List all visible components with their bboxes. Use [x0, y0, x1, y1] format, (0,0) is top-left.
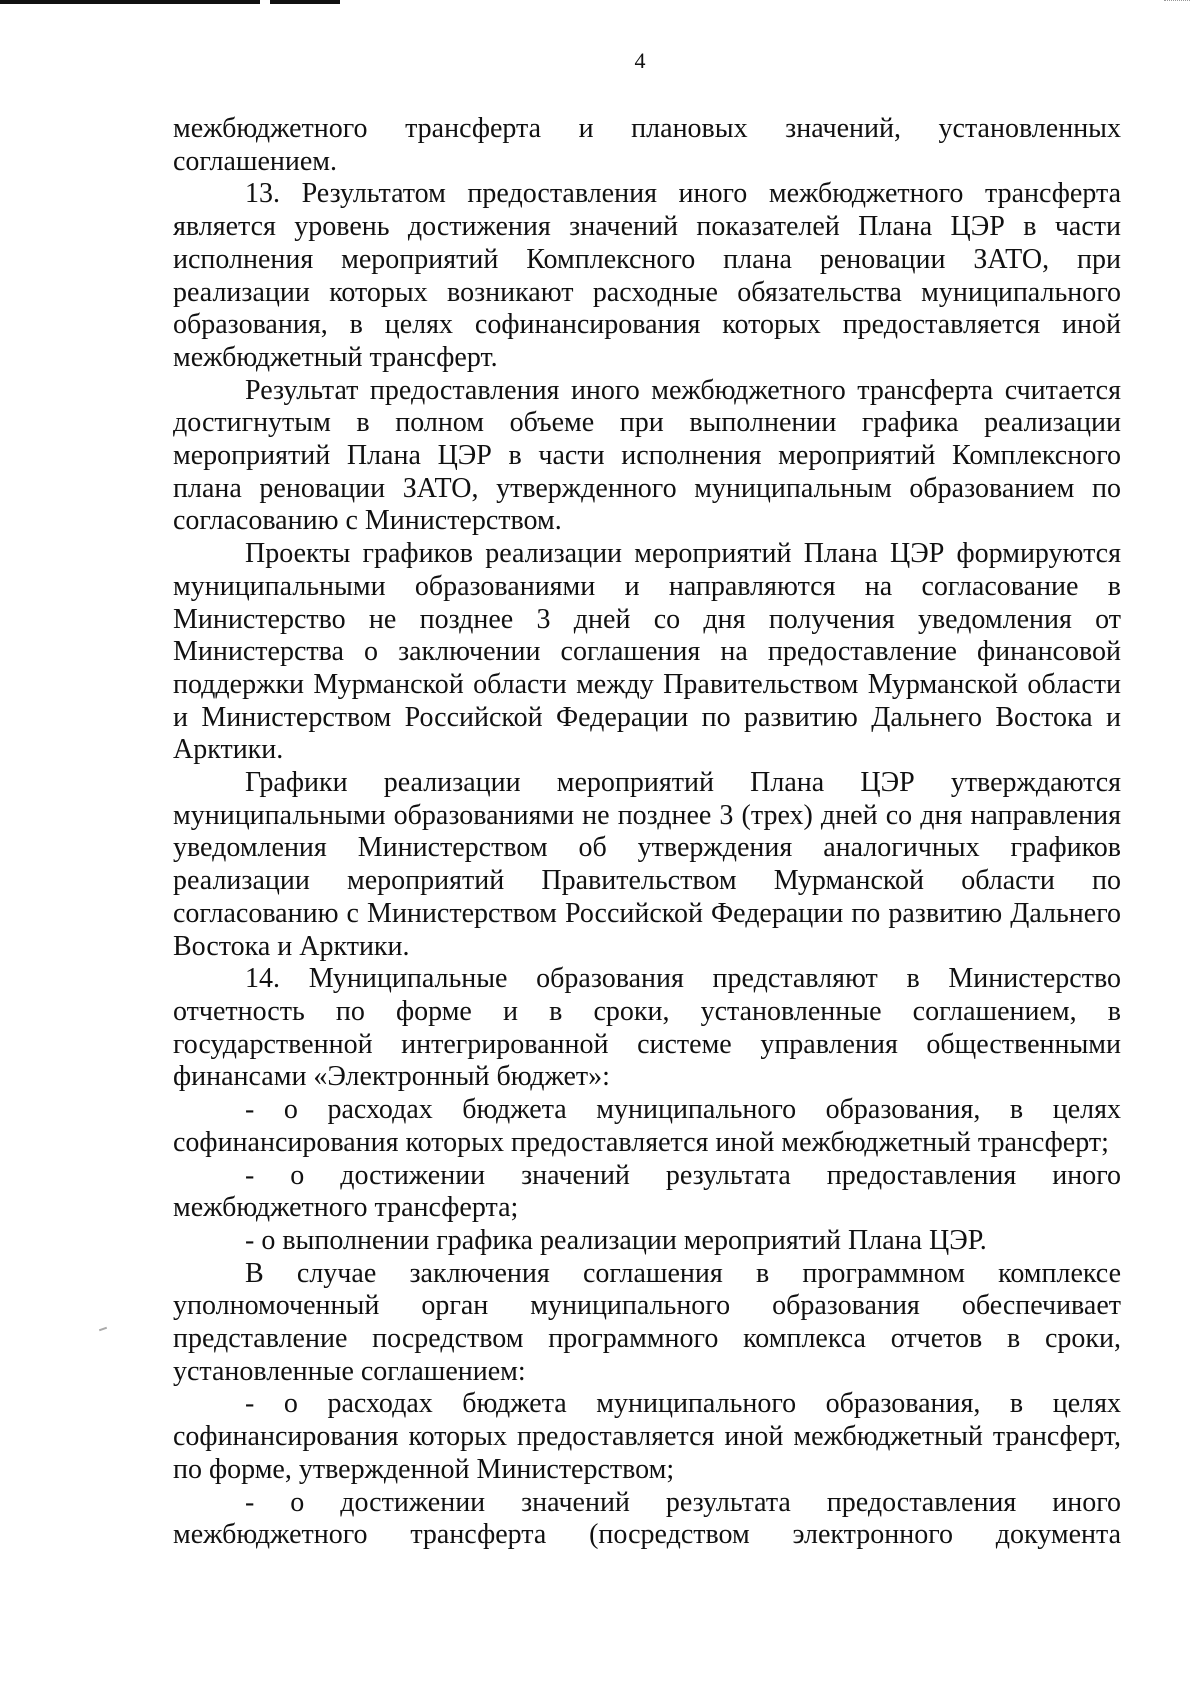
paragraph-item-13: 13. Результатом предоставления иного межбюджетного трансферта является уровень достижения значений показателей Плана ЦЭР в части исполнения мероприятий Комплексного плана реновации ЗАТО, при реализации которых возникают расходные обязательства муниципального образования, в целях софинансирования которых предоставляется иной межбюджетный трансферт. [173, 178, 1121, 373]
paragraph-software-complex: В случае заключения соглашения в программном комплексе уполномоченный орган муниципального образования обеспечивает представление посредством программного комплекса отчетов в сроки, установленные соглашением: [173, 1257, 1121, 1387]
list-item-expenses-form: - о расходах бюджета муниципального образования, в целях софинансирования которых предоставляется иной межбюджетный трансферт, по форме, утвержденной Министерством; [173, 1388, 1121, 1485]
scan-corner-mark [1164, 0, 1190, 5]
scan-edge-line [270, 0, 340, 4]
paragraph-draft-schedules: Проекты графиков реализации мероприятий Плана ЦЭР формируются муниципальными образованиями и направляются на согласование в Министерство не позднее 3 дней со дня получения уведомления от Министерства о заключении соглашения на предоставление финансовой поддержки Мурманской области между Правительством Мурманской области и Министерством Российской Федерации по развитию Дальнего Востока и Арктики. [173, 538, 1121, 766]
list-item-results-electronic: - о достижении значений результата предоставления иного межбюджетного трансферта (посредством электронного документа [173, 1486, 1121, 1551]
paragraph-item-14: 14. Муниципальные образования представляют в Министерство отчетность по форме и в сроки, установленные соглашением, в государственной интегрированной системе управления общественными финансами «Электронный бюджет»: [173, 963, 1121, 1093]
page-number: 4 [634, 48, 646, 73]
list-item-schedule: - о выполнении графика реализации мероприятий Плана ЦЭР. [245, 1224, 987, 1256]
document-body [173, 113, 1121, 1552]
list-item-results: - о достижении значений результата предоставления иного межбюджетного трансферта; [173, 1159, 1121, 1224]
scan-edge-line [0, 0, 260, 4]
scan-artifact [99, 1327, 107, 1332]
paragraph-schedules-approval: Графики реализации мероприятий Плана ЦЭР утверждаются муниципальными образованиями не позднее 3 (трех) дней со дня направления уведомления Министерством об утверждения аналогичных графиков реализации мероприятий Правительством Мурманской области по согласованию с Министерством Российской Федерации по развитию Дальнего Востока и Арктики. [173, 767, 1121, 962]
paragraph-result-achieved: Результат предоставления иного межбюджетного трансферта считается достигнутым в полном объеме при выполнении графика реализации мероприятий Плана ЦЭР в части исполнения мероприятий Комплексного плана реновации ЗАТО, утвержденного муниципальным образованием по согласованию с Министерством. [173, 374, 1121, 537]
list-item-expenses: - о расходах бюджета муниципального образования, в целях софинансирования которых предоставляется иной межбюджетный трансферт; [173, 1094, 1121, 1158]
paragraph-continuation: межбюджетного трансферта и плановых значений, установленных соглашением. [173, 113, 1121, 177]
